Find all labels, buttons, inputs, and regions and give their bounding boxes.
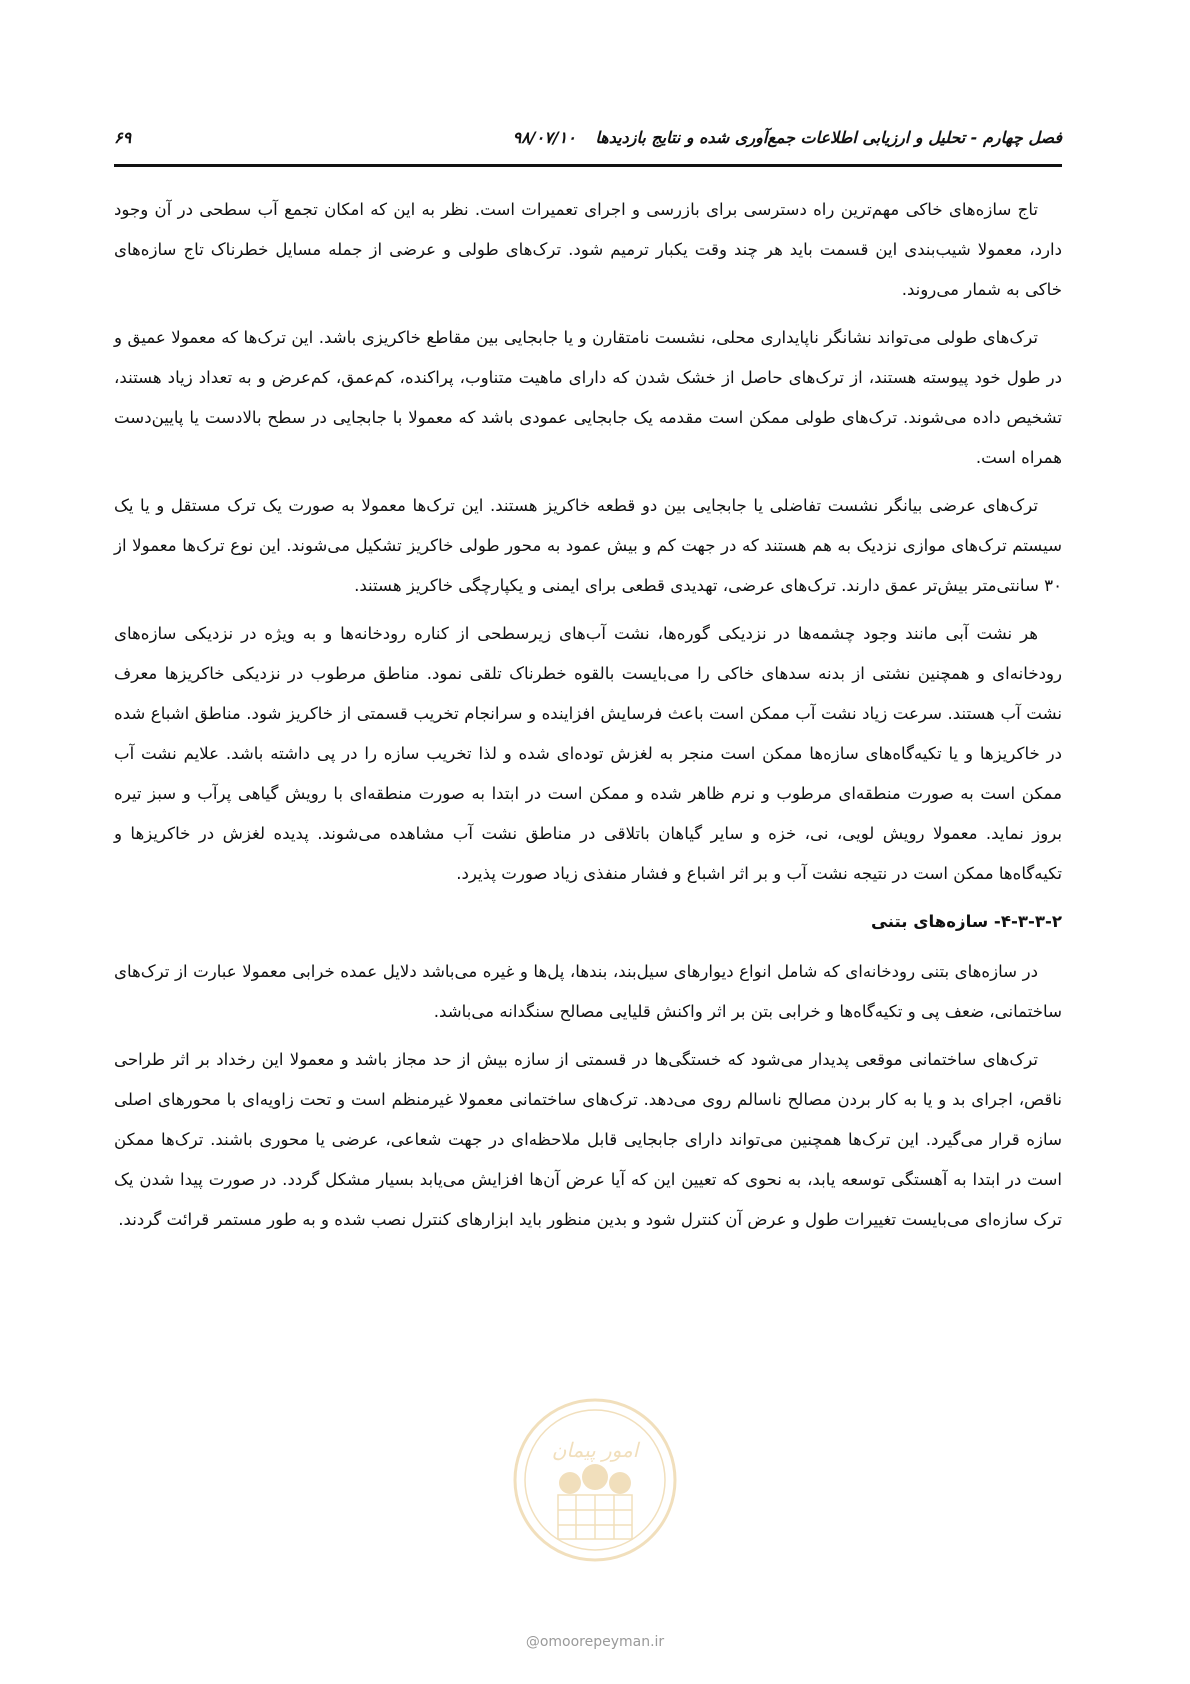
page-body [114, 190, 1062, 1248]
chapter-title [513, 128, 1062, 147]
watermark-url: @omoorepeyman.ir [525, 1634, 665, 1650]
paragraph: ترک‌های عرضی بیانگر نشست تفاضلی یا جابجایی بین دو قطعه خاکریز هستند. این ترک‌ها معمولا به صورت یک ترک مستقل و یا یک سیستم ترک‌های موازی نزدیک به هم هستند که در جهت کم و بیش عمود به محور طولی خاکریز تشکیل می‌شوند. این نوع ترک‌ها معمولا از ۳۰ سانتی‌متر بیش‌تر عمق دارند. ترک‌های عرضی، تهدیدی قطعی برای ایمنی و یکپارچگی خاکریز هستند. [114, 496, 1062, 595]
chapter-title-text: فصل چهارم - تحلیل و ارزیابی اطلاعات جمع‌آوری شده و نتایج بازدیدها [595, 128, 1062, 147]
paragraph: ترک‌های طولی می‌تواند نشانگر ناپایداری محلی، نشست نامتقارن و یا جابجایی بین مقاطع خاکریزی باشد. این ترک‌ها که معمولا عمیق و در طول خود پیوسته هستند، از ترک‌های حاصل از خشک شدن که دارای ماهیت متناوب، پراکنده، کم‌عمق، کم‌عرض و به تعداد زیاد هستند، تشخیص داده می‌شوند. ترک‌های طولی ممکن است مقدمه یک جابجایی عمودی باشد که معمولا با جابجایی در سطح بالادست یا پایین‌دست همراه است. [114, 328, 1062, 467]
section-heading: ۴-۳-۳-۲- سازه‌های بتنی [870, 912, 1062, 931]
header-divider [114, 164, 1062, 167]
paragraph: هر نشت آبی مانند وجود چشمه‌ها در نزدیکی گوره‌ها، نشت آب‌های زیرسطحی از کناره رودخانه‌ها و به ویژه در نزدیکی سازه‌های رودخانه‌ای و همچنین نشتی از بدنه سدهای خاکی را می‌بایست بالقوه خطرناک تلقی نمود. مناطق مرطوب در نزدیکی خاکریزها معرف نشت آب هستند. سرعت زیاد نشت آب ممکن است باعث فرسایش افزاینده و سرانجام تخریب قسمتی از خاکریز شود. مناطق اشباع شده در خاکریزها و یا تکیه‌گاه‌های سازه‌ها ممکن است منجر به لغزش توده‌ای شده و لذا تخریب سازه را در پی داشته باشد. علایم نشت آب ممکن است به صورت منطقه‌ای مرطوب و نرم ظاهر شده و ممکن است در ابتدا به صورت منطقه‌ای با رویش گیاهی پرآب و سبز تیره بروز نماید. معمولا رویش لویی، نی، خزه و سایر گیاهان باتلاقی در مناطق نشت آب مشاهده می‌شوند. پدیده لغزش در خاکریزها و تکیه‌گاه‌ها ممکن است در نتیجه نشت آب و بر اثر اشباع و فشار منفذی زیاد صورت پذیرد. [114, 624, 1062, 883]
paragraph: در سازه‌های بتنی رودخانه‌ای که شامل انواع دیوارهای سیل‌بند، بندها، پل‌ها و غیره می‌باشد دلایل عمده خرابی معمولا عبارت از ترک‌های ساختمانی، ضعف پی و تکیه‌گاه‌ها و خرابی بتن بر اثر واکنش قلیایی مصالح سنگدانه می‌باشد. [114, 962, 1062, 1021]
svg-text:امور پیمان: امور پیمان [551, 1438, 639, 1462]
paragraph: ترک‌های ساختمانی موقعی پدیدار می‌شود که خستگی‌ها در قسمتی از سازه بیش از حد مجاز باشد و معمولا این رخداد بر اثر طراحی ناقص، اجرای بد و یا به کار بردن مصالح ناسالم روی می‌دهد. ترک‌های ساختمانی معمولا غیرمنظم است و تحت زاویه‌ای با محورهای اصلی سازه قرار می‌گیرد. این ترک‌ها همچنین می‌تواند دارای جابجایی قابل ملاحظه‌ای در جهت شعاعی، عرضی یا محوری باشند. ترک‌ها ممکن است در ابتدا به آهستگی توسعه یابد، به نحوی که تعیین این که آیا عرض آن‌ها افزایش می‌یابد بسیار مشکل گردد. در صورت پیدا شدن یک ترک سازه‌ای می‌بایست تغییرات طول و عرض آن کنترل شود و بدین منظور باید ابزارهای کنترل نصب شده و به طور مستمر قرائت گردند. [114, 1050, 1062, 1229]
paragraph: تاج سازه‌های خاکی مهم‌ترین راه دسترسی برای بازرسی و اجرای تعمیرات است. نظر به این که امکان تجمع آب سطحی در آن وجود دارد، معمولا شیب‌بندی این قسمت باید هر چند وقت یکبار ترمیم شود. ترک‌های طولی و عرضی از جمله مسایل خطرناک تاج سازه‌های خاکی به شمار می‌روند. [114, 200, 1062, 299]
page-number: ۶۹ [114, 128, 132, 147]
header-date: ۹۸/۰۷/۱۰ [512, 128, 576, 147]
page-header [114, 126, 1062, 156]
watermark-seal-icon [510, 1395, 680, 1565]
